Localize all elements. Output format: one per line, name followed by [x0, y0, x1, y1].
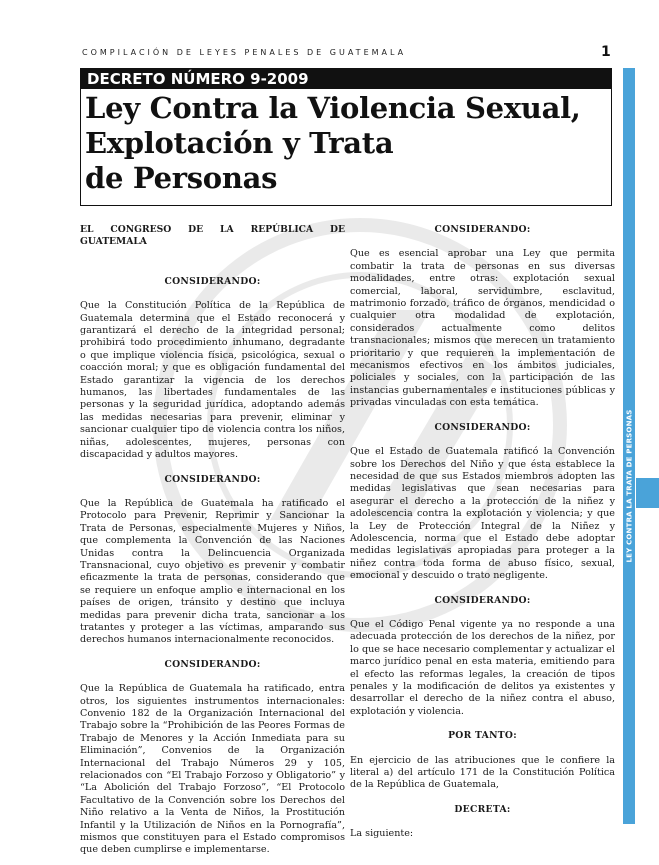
considerando-heading: CONSIDERANDO:: [164, 275, 261, 287]
side-label: [622, 409, 636, 563]
considerando-paragraph: Que es esencial aprobar una Ley que permita combatir la trata de personas en sus diversas modalidades, entre otras: explotación sexual comercial, laboral, servidumbre, esclavitud, matrimonio forzado, tráfico de órganos, mendicidad o cualquier otra modalidad de explotación, considerados actualmente como delitos transnacionales; mismos que merecen un tratamiento prioritario y que requieren la implementación de mecanismos efectivos en los ámbitos judiciales, policiales y sociales, con la participación de las instancias gubernamentales e instituciones públicas y privadas vinculadas con esta temática.: [350, 248, 615, 409]
page-number: 1: [601, 44, 611, 60]
considerando-paragraph: Que la República de Guatemala ha ratificado, entra otros, los siguientes instrumentos internacionales: Convenio 182 de la Organización Internacional del Trabajo sobre la “Prohibición de las Peores Formas de Trabajo de Menores y la Acción Inmediata para su Eliminación”, Convenios de la Organización Internacional del Trabajo Números 29 y 105, relacionados con “El Trabajo Forzoso y Obligatorio” y “La Abolición del Trabajo Forzoso”, “El Protocolo Facultativo de la Convención sobre los Derechos del Niño relativo a la Venta de Niños, la Prostitución Infantil y la Utilización de Niños en la Pornografía”, mismos que constituyen para el Estado compromisos que deben cumplirse e implementarse.: [80, 683, 345, 856]
considerando-paragraph: Que el Estado de Guatemala ratificó la Convención sobre los Derechos del Niño y que ésta establece la necesidad de que sus Estados miembros adopten las medidas legislativas que sean necesarias para asegurar el derecho a la protección de la niñez y adolescencia contra la explotación y violencia; y que la Ley de Protección Integral de la Niñez y Adolescencia, norma que el Estado debe adoptar medidas legislativas apropiadas para proteger a la niñez contra toda forma de abuso físico, sexual, emocional y descuido o trato negligente.: [350, 446, 615, 582]
decree-number: DECRETO NÚMERO 9-2009: [81, 69, 611, 89]
left-column: [80, 224, 345, 857]
law-title-line: de Personas: [85, 161, 278, 195]
considerando-paragraph: Que el Código Penal vigente ya no responde a una adecuada protección de los derechos de la niñez, por lo que se hace necesario complementar y actualizar el marco jurídico penal en esta materia, emitiendo para el efecto las reformas legales, la creación de tipos penales y la modificación de delitos ya existentes y desarrollar el derecho de la niñez contra el abuso, explotación y violencia.: [350, 618, 615, 717]
closing-text: La siguiente:: [350, 828, 414, 840]
considerando-heading: CONSIDERANDO:: [434, 421, 531, 433]
side-thumb-tab: [636, 478, 659, 508]
running-head: COMPILACIÓN DE LEYES PENALES DE GUATEMALA: [82, 48, 407, 57]
title-box: [80, 68, 612, 206]
por-tanto-heading: POR TANTO:: [448, 730, 517, 742]
right-column: [350, 224, 615, 841]
decreta-heading: DECRETA:: [454, 803, 511, 815]
considerando-heading: CONSIDERANDO:: [164, 658, 261, 670]
considerando-heading: CONSIDERANDO:: [434, 594, 531, 606]
law-title-line: Ley Contra la Violencia Sexual,: [85, 91, 581, 125]
considerando-heading: CONSIDERANDO:: [164, 473, 261, 485]
side-label-text: LEY CONTRA LA TRATA DE PERSONAS: [625, 409, 633, 563]
congress-heading: EL CONGRESO DE LA REPÚBLICA DE GUATEMALA: [80, 224, 345, 248]
considerando-paragraph: Que la República de Guatemala ha ratificado el Protocolo para Prevenir, Reprimir y Sancionar la Trata de Personas, especialmente Mujeres y Niños, que complementa la Convención de las Naciones Unidas contra la Delincuencia Organizada Transnacional, cuyo objetivo es prevenir y combatir eficazmente la trata de personas, considerando que se requiere un enfoque amplio e internacional en los países de origen, tránsito y destino que incluya medidas para prevenir dicha trata, sancionar a los tratantes y proteger a las víctimas, amparando sus derechos humanos internacionalmente reconocidos.: [80, 497, 345, 646]
considerando-paragraph: Que la Constitución Política de la República de Guatemala determina que el Estado reconocerá y garantizará el derecho de la integridad personal; prohibirá todo procedimiento inhumano, degradante o que implique violencia física, psicológica, sexual o coacción moral; y que es obligación fundamental del Estado garantizar la vigencia de los derechos humanos, las libertades fundamentales de las personas y la seguridad jurídica, adoptando además las medidas necesarias para prevenir, eliminar y sancionar cualquier tipo de violencia contra los niños, niñas, adolescentes, mujeres, personas con discapacidad y adultos mayores.: [80, 300, 345, 461]
law-title: [81, 89, 611, 196]
por-tanto-paragraph: En ejercicio de las atribuciones que le confiere la literal a) del artículo 171 de la Constitución Política de la República de Guatemala,: [350, 754, 615, 791]
law-title-line: Explotación y Trata: [85, 126, 394, 160]
considerando-heading: CONSIDERANDO:: [434, 224, 531, 235]
